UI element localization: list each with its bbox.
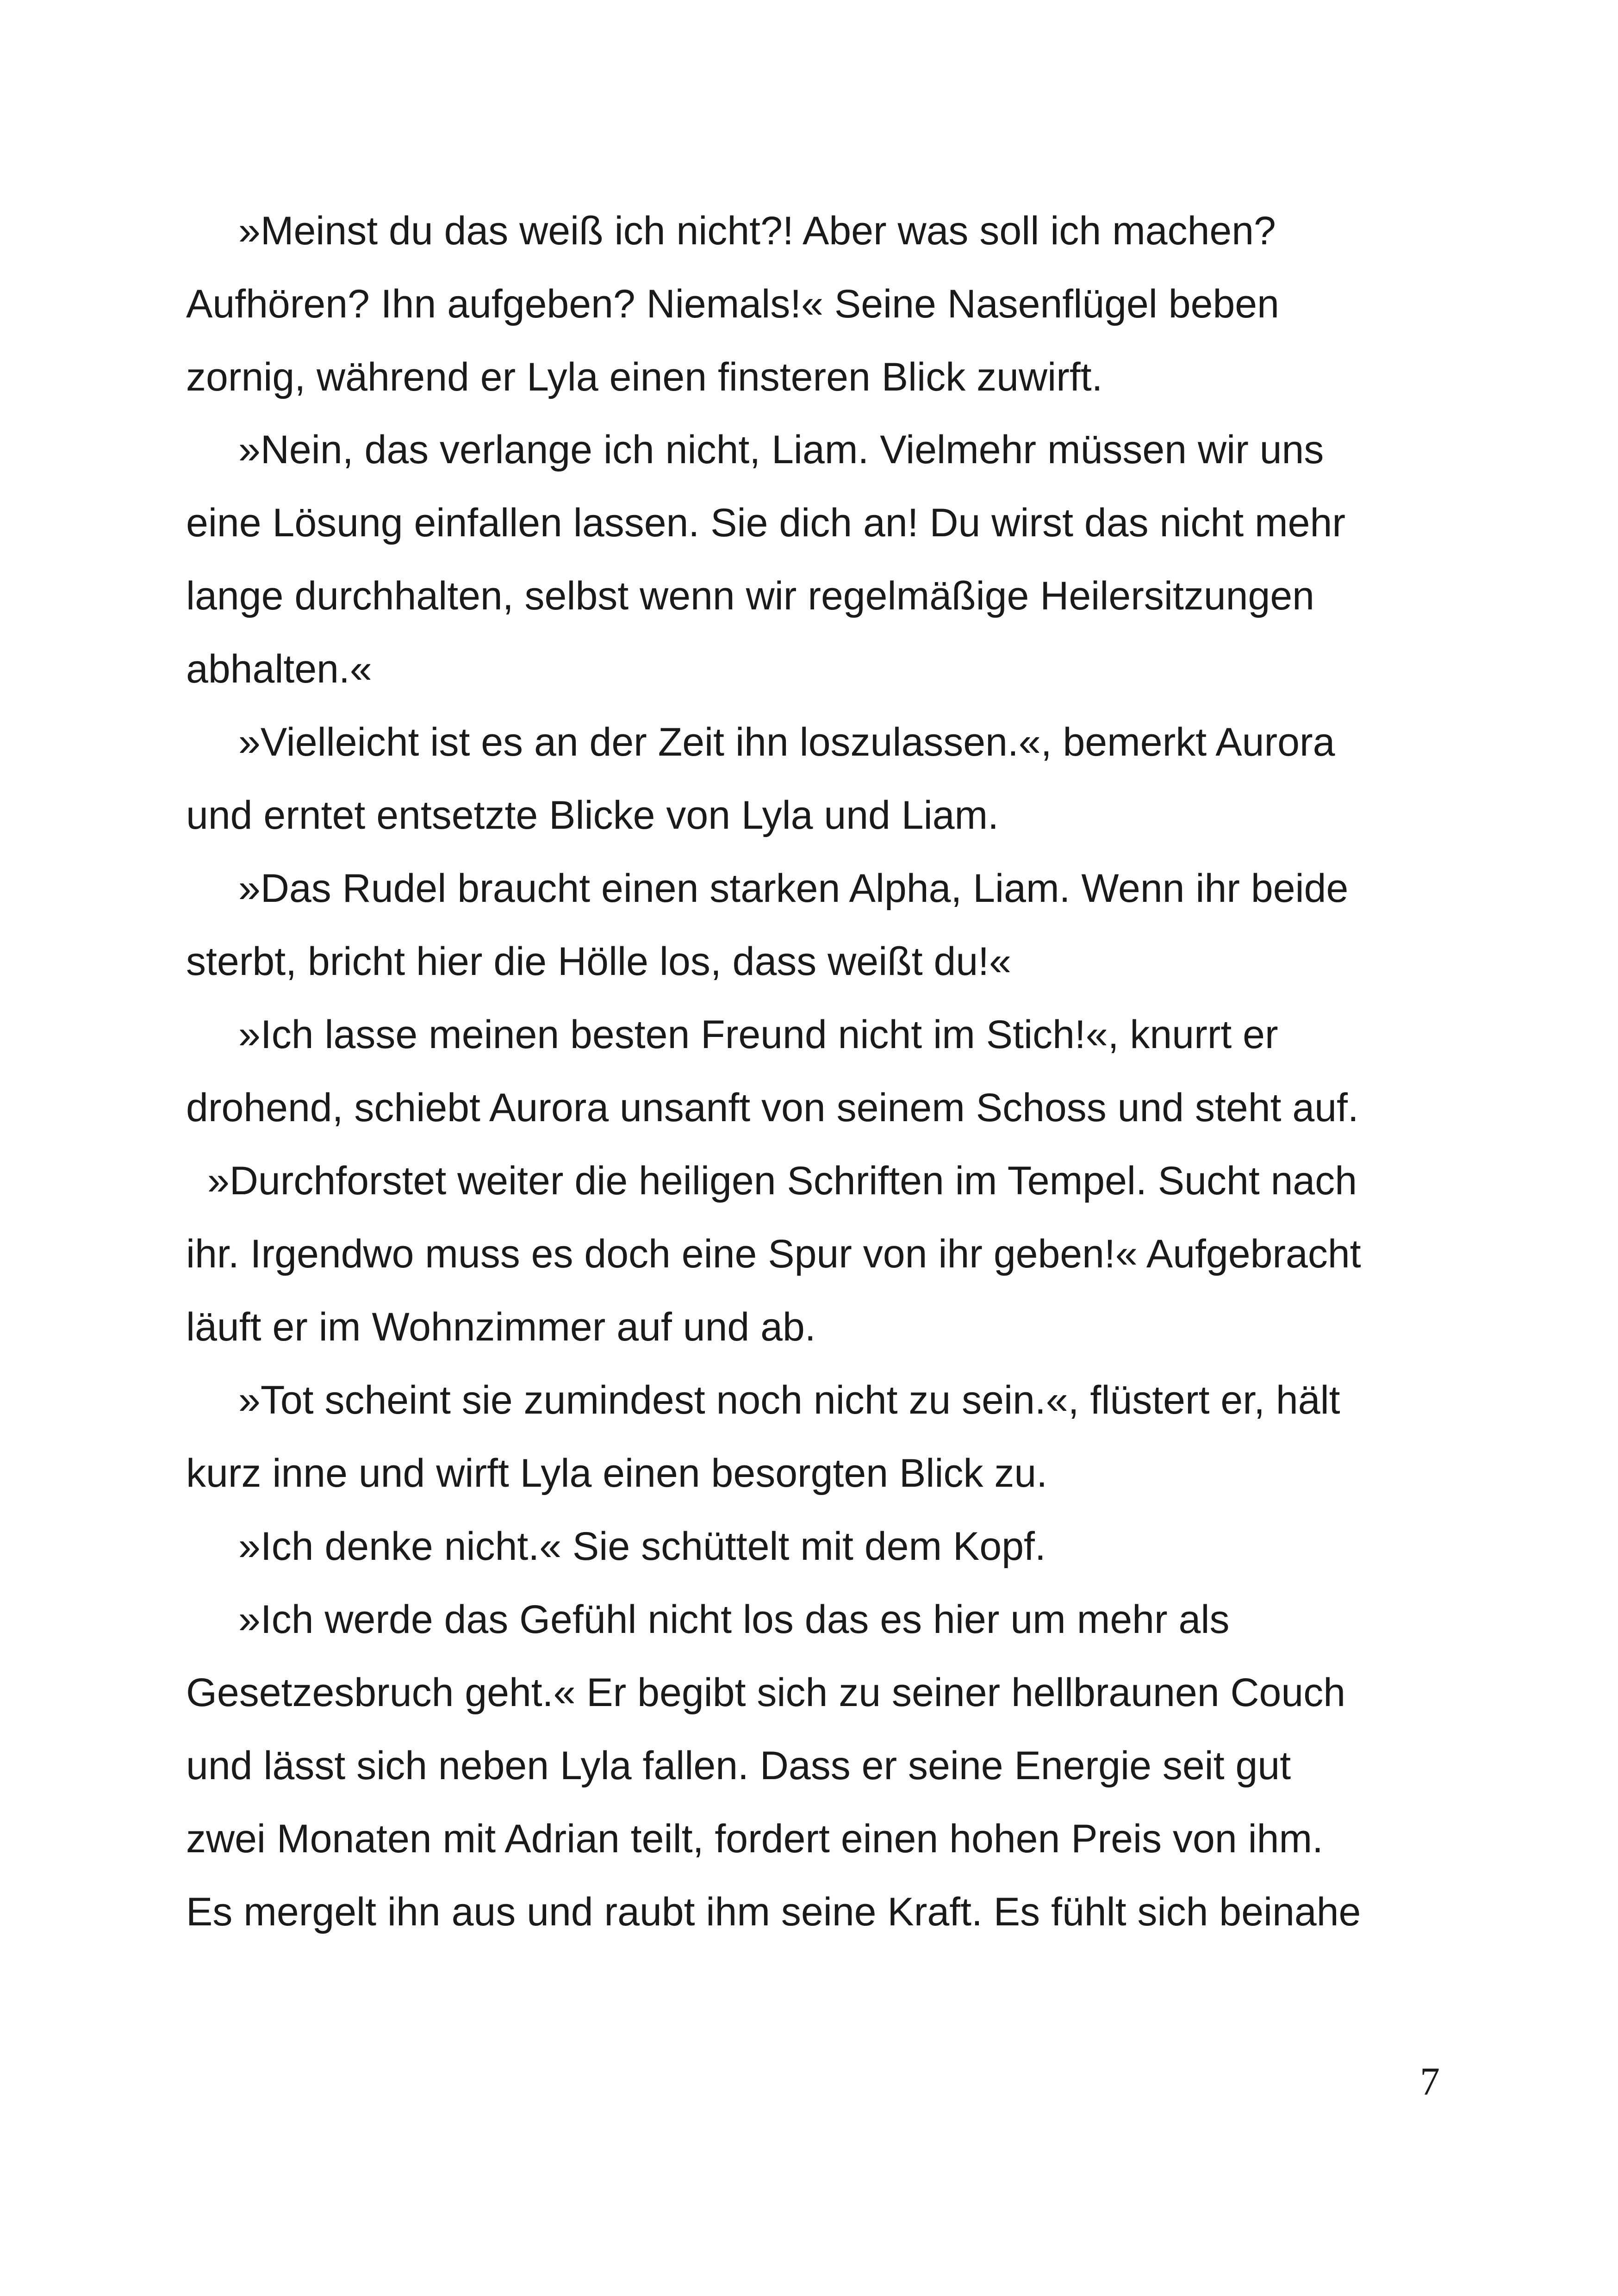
text-line: »Das Rudel braucht einen starken Alpha, Liam. Wenn ihr beide: [238, 866, 1349, 911]
text-line: »Meinst du das weiß ich nicht?! Aber was soll ich machen?: [238, 209, 1276, 253]
text-line: »Ich lasse meinen besten Freund nicht im Stich!«, knurrt er: [238, 1012, 1278, 1057]
text-line: lange durchhalten, selbst wenn wir regelmäßige Heilersitzungen: [186, 574, 1314, 618]
text-line: drohend, schiebt Aurora unsanft von seinem Schoss und steht auf.: [186, 1086, 1359, 1130]
text-line: sterbt, bricht hier die Hölle los, dass weißt du!«: [186, 939, 1011, 984]
text-line: Gesetzesbruch geht.« Er begibt sich zu seiner hellbraunen Couch: [186, 1670, 1346, 1715]
text-line: »Nein, das verlange ich nicht, Liam. Vielmehr müssen wir uns: [238, 428, 1324, 472]
text-line: läuft er im Wohnzimmer auf und ab.: [186, 1305, 816, 1349]
text-line: kurz inne und wirft Lyla einen besorgten Blick zu.: [186, 1451, 1048, 1496]
text-line: »Tot scheint sie zumindest noch nicht zu sein.«, flüstert er, hält: [238, 1378, 1340, 1422]
text-line: ihr. Irgendwo muss es doch eine Spur von ihr geben!« Aufgebracht: [186, 1232, 1361, 1276]
text-line: »Ich denke nicht.« Sie schüttelt mit dem Kopf.: [238, 1524, 1046, 1569]
text-line: abhalten.«: [186, 647, 372, 691]
text-line: »Durchforstet weiter die heiligen Schriften im Tempel. Sucht nach: [207, 1159, 1357, 1203]
text-line: »Vielleicht ist es an der Zeit ihn loszulassen.«, bemerkt Aurora: [238, 720, 1335, 764]
text-line: Es mergelt ihn aus und raubt ihm seine Kraft. Es fühlt sich beinahe: [186, 1890, 1361, 1934]
text-line: und lässt sich neben Lyla fallen. Dass er seine Energie seit gut: [186, 1744, 1291, 1788]
text-line: und erntet entsetzte Blicke von Lyla und Liam.: [186, 793, 999, 838]
text-line: »Ich werde das Gefühl nicht los das es hier um mehr als: [238, 1597, 1230, 1642]
text-line: zornig, während er Lyla einen finsteren Blick zuwirft.: [186, 355, 1103, 399]
page-number: 7: [1420, 2059, 1440, 2104]
text-line: zwei Monaten mit Adrian teilt, fordert einen hohen Preis von ihm.: [186, 1817, 1324, 1861]
text-line: eine Lösung einfallen lassen. Sie dich an! Du wirst das nicht mehr: [186, 501, 1345, 545]
text-line: Aufhören? Ihn aufgeben? Niemals!« Seine Nasenflügel beben: [186, 282, 1279, 326]
